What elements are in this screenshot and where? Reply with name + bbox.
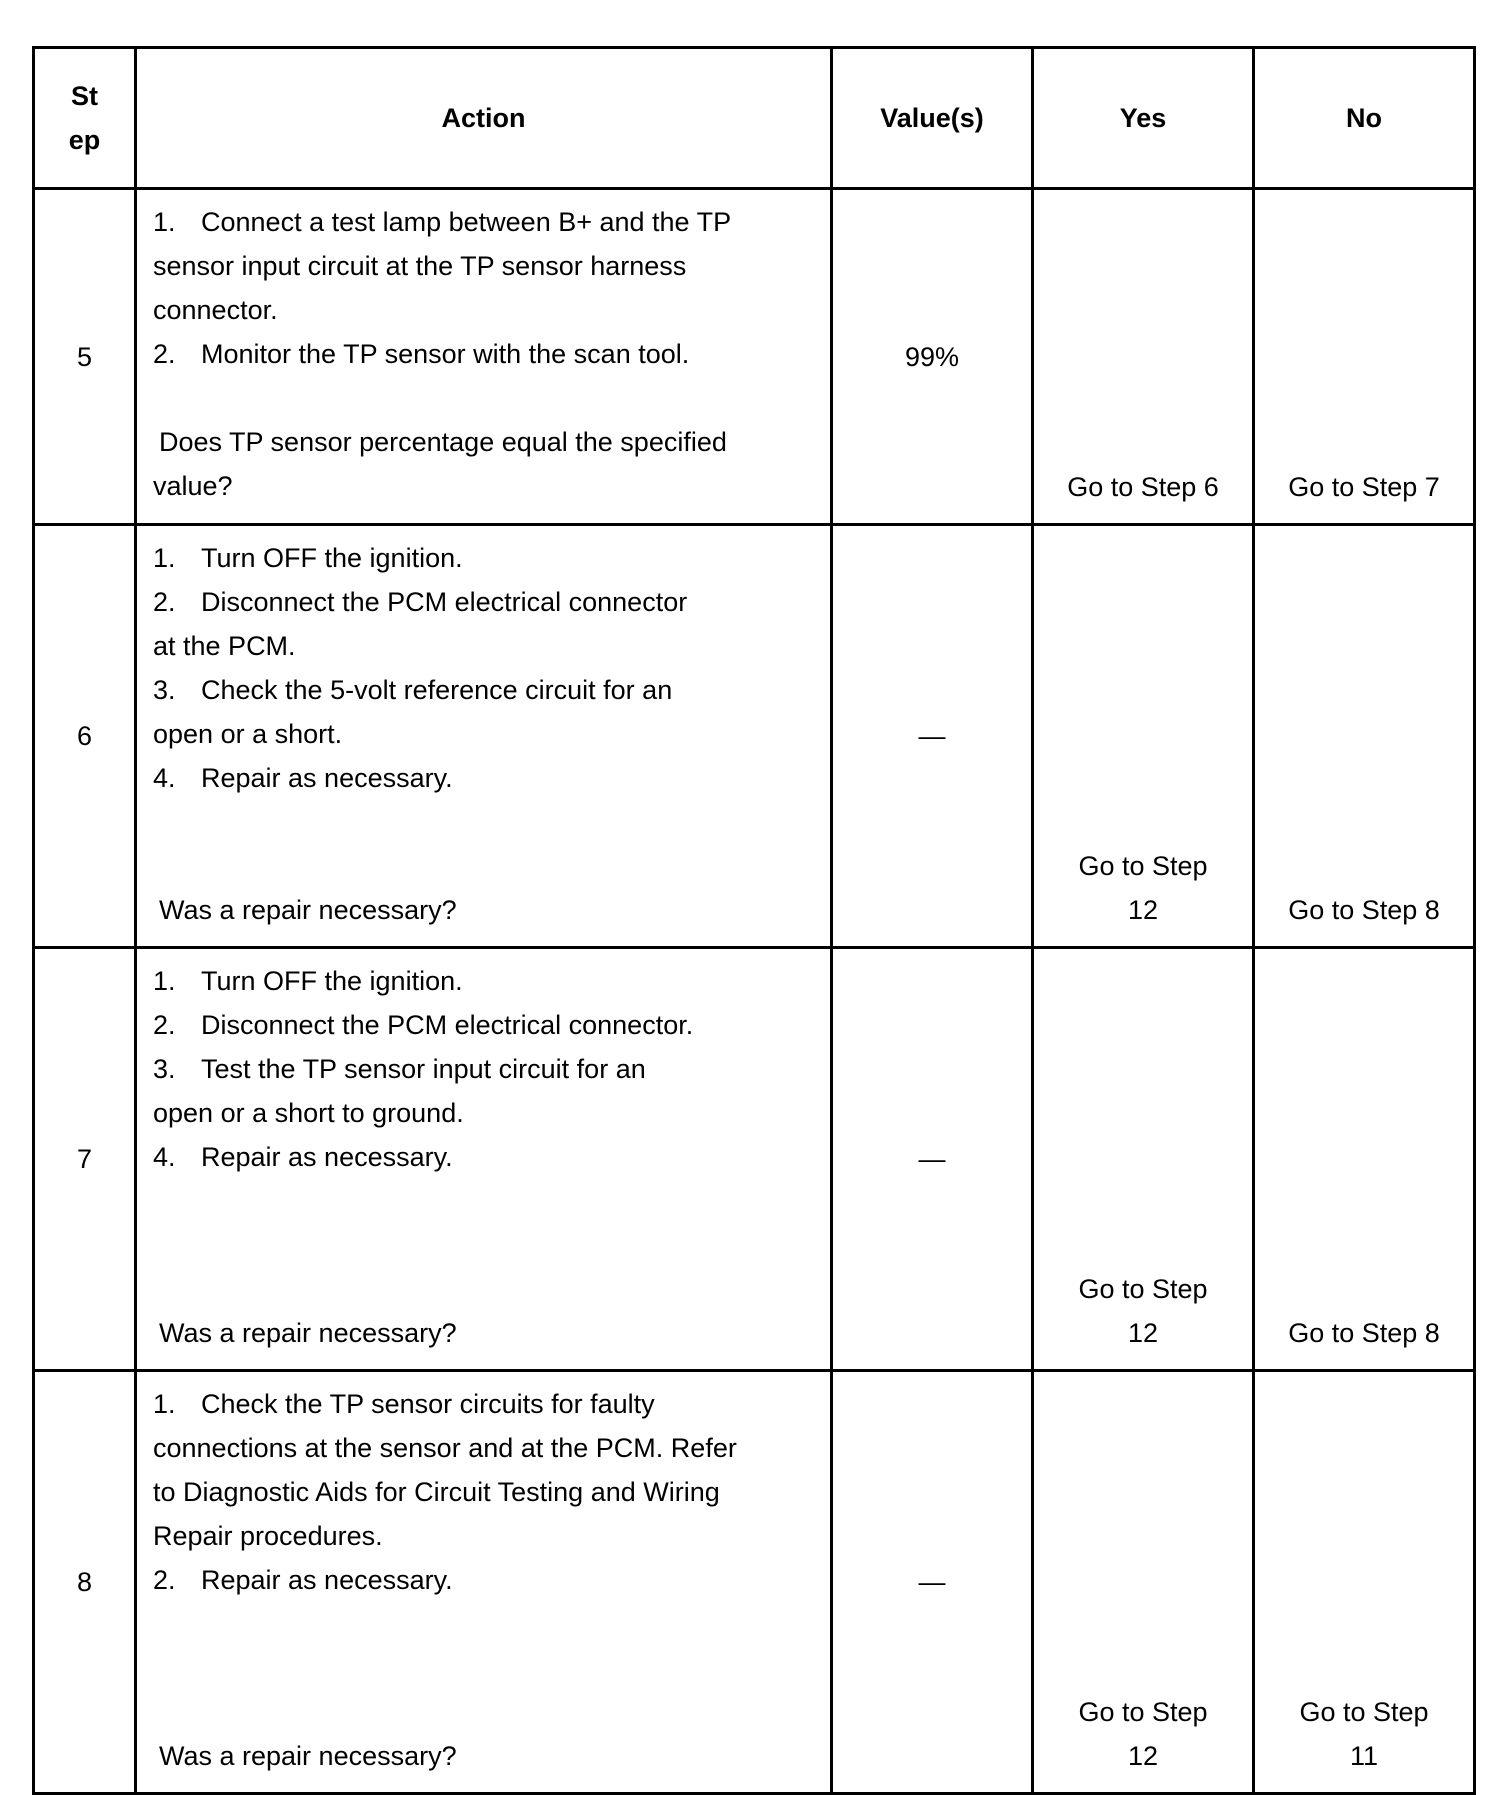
- yes-cell: Go to Step 6: [1033, 189, 1254, 525]
- header-action: Action: [136, 48, 832, 189]
- action-item: [153, 1135, 818, 1179]
- action-text: Connect a test lamp between B+ and the TP: [201, 207, 732, 237]
- action-item: [153, 1382, 818, 1426]
- action-text: Check the 5-volt reference circuit for an: [201, 675, 673, 705]
- action-num: 2.: [153, 1565, 176, 1595]
- action-list: [153, 959, 818, 1179]
- action-text: Disconnect the PCM electrical connector: [201, 587, 688, 617]
- action-list: [153, 200, 818, 376]
- action-cell: [136, 189, 832, 525]
- action-item-cont: to Diagnostic Aids for Circuit Testing and Wiring: [153, 1477, 720, 1507]
- yes-line2: 12: [1127, 1318, 1159, 1348]
- action-item: [153, 332, 818, 376]
- action-num: 1.: [153, 543, 176, 573]
- diagnostic-table: [32, 46, 1476, 1795]
- no-cell: Go to Step 7: [1254, 189, 1475, 525]
- action-item: [153, 1047, 818, 1091]
- action-item-cont: open or a short.: [153, 719, 343, 749]
- action-item-cont: connections at the sensor and at the PCM. Refer: [153, 1433, 737, 1463]
- value-cell: —: [832, 1371, 1033, 1794]
- action-item: [153, 536, 818, 580]
- action-item-cont: Repair procedures.: [153, 1521, 383, 1551]
- action-text: Check the TP sensor circuits for faulty: [201, 1389, 655, 1419]
- action-text: Test the TP sensor input circuit for an: [201, 1054, 646, 1084]
- no-cell: Go to Step 8: [1254, 948, 1475, 1371]
- table-row: [34, 948, 1475, 1371]
- action-num: 3.: [153, 1054, 176, 1084]
- action-num: 2.: [153, 339, 176, 369]
- action-cell: [136, 1371, 832, 1794]
- question-text: Does TP sensor percentage equal the specified: [159, 427, 727, 457]
- yes-line1: Go to Step: [1078, 1274, 1208, 1304]
- action-cell: [136, 948, 832, 1371]
- question-text: Was a repair necessary?: [159, 1741, 457, 1771]
- header-step-line1: St: [71, 81, 98, 111]
- step-number: 6: [34, 525, 136, 948]
- no-line1: Go to Step: [1299, 1697, 1429, 1727]
- action-num: 1.: [153, 1389, 176, 1419]
- action-item-cont: sensor input circuit at the TP sensor harness: [153, 251, 687, 281]
- action-text: Repair as necessary.: [201, 1565, 453, 1595]
- question-text-cont: value?: [153, 471, 233, 501]
- table-row: [34, 1371, 1475, 1794]
- action-item-cont: open or a short to ground.: [153, 1098, 464, 1128]
- action-num: 1.: [153, 207, 176, 237]
- action-item: [153, 756, 818, 800]
- action-list: [153, 536, 818, 800]
- action-list: [153, 1382, 818, 1602]
- step-number: 7: [34, 948, 136, 1371]
- table-row: [34, 525, 1475, 948]
- header-yes: Yes: [1033, 48, 1254, 189]
- action-item: [153, 1558, 818, 1602]
- action-item: [153, 959, 818, 1003]
- step-number: 8: [34, 1371, 136, 1794]
- question-text: Was a repair necessary?: [159, 1318, 457, 1348]
- action-num: 4.: [153, 763, 176, 793]
- yes-cell: [1033, 525, 1254, 948]
- header-step: [34, 48, 136, 189]
- action-item: [153, 580, 818, 624]
- action-item: [153, 200, 818, 244]
- yes-line1: Go to Step: [1078, 851, 1208, 881]
- table-row: [34, 189, 1475, 525]
- action-num: 4.: [153, 1142, 176, 1172]
- header-no: No: [1254, 48, 1475, 189]
- yes-line1: Go to Step: [1078, 1697, 1208, 1727]
- step-number: 5: [34, 189, 136, 525]
- yes-line2: 12: [1127, 1741, 1159, 1771]
- action-text: Disconnect the PCM electrical connector.: [201, 1010, 694, 1040]
- action-item: [153, 1003, 818, 1047]
- action-item-cont: at the PCM.: [153, 631, 296, 661]
- yes-cell: [1033, 948, 1254, 1371]
- action-text: Monitor the TP sensor with the scan tool.: [201, 339, 690, 369]
- value-cell: —: [832, 525, 1033, 948]
- action-item: [153, 668, 818, 712]
- value-cell: 99%: [832, 189, 1033, 525]
- no-line2: 11: [1349, 1741, 1379, 1771]
- action-num: 3.: [153, 675, 176, 705]
- action-text: Repair as necessary.: [201, 763, 453, 793]
- action-text: Turn OFF the ignition.: [201, 543, 463, 573]
- header-step-line2: ep: [68, 125, 101, 155]
- action-num: 1.: [153, 966, 176, 996]
- yes-cell: [1033, 1371, 1254, 1794]
- question-text: Was a repair necessary?: [159, 895, 457, 925]
- no-cell: Go to Step 8: [1254, 525, 1475, 948]
- no-cell: [1254, 1371, 1475, 1794]
- action-num: 2.: [153, 1010, 176, 1040]
- action-text: Turn OFF the ignition.: [201, 966, 463, 996]
- yes-line2: 12: [1127, 895, 1159, 925]
- action-cell: [136, 525, 832, 948]
- action-text: Repair as necessary.: [201, 1142, 453, 1172]
- action-item-cont: connector.: [153, 295, 278, 325]
- header-row: [34, 48, 1475, 189]
- value-cell: —: [832, 948, 1033, 1371]
- header-values: Value(s): [832, 48, 1033, 189]
- action-num: 2.: [153, 587, 176, 617]
